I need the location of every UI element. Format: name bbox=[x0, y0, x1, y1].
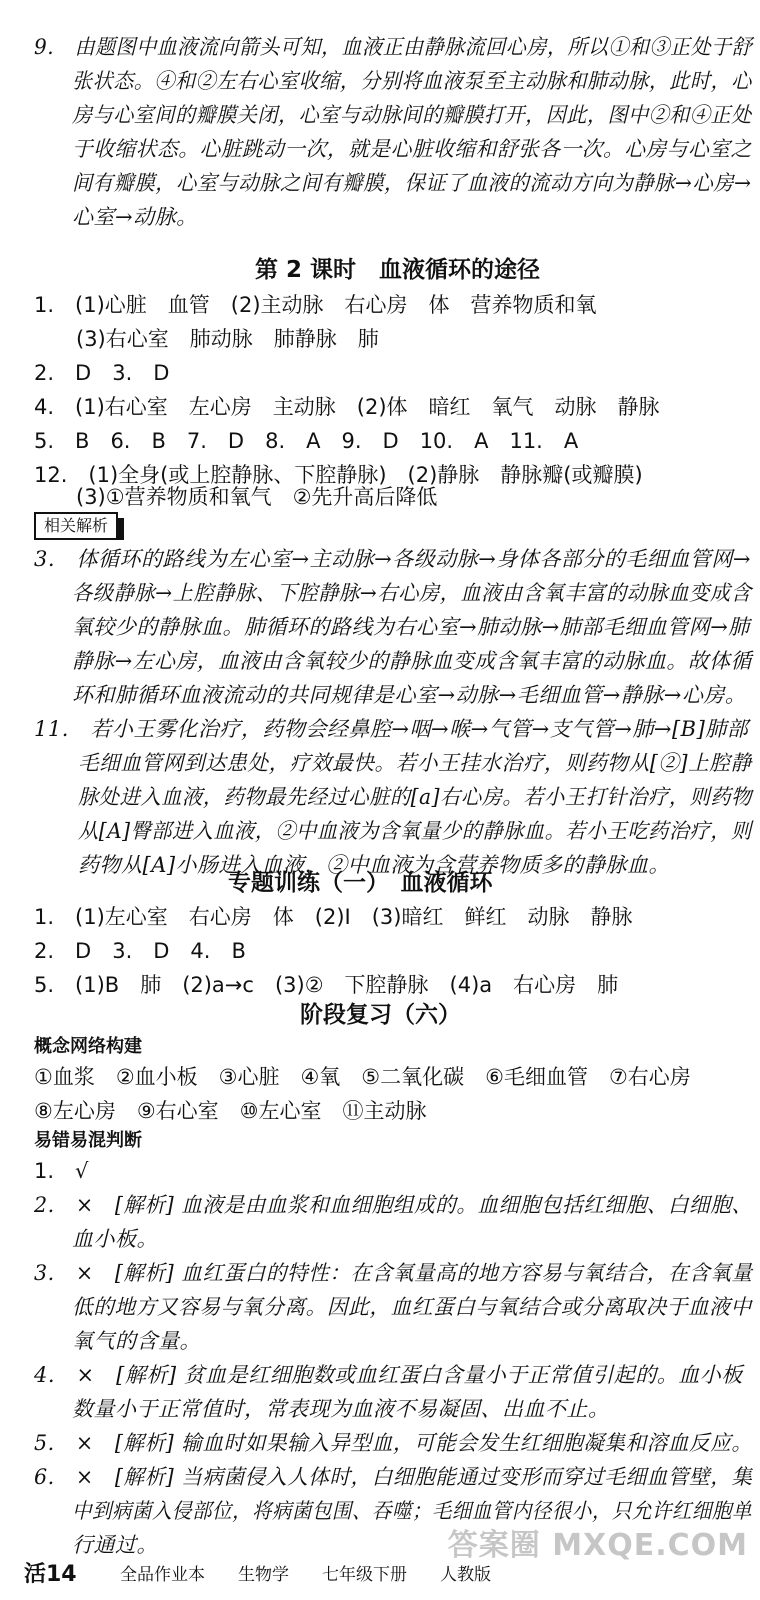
special-answer-2: 2. D 3. D 4. B bbox=[34, 939, 246, 963]
analysis-11-line-4: 从[A]臀部进入血液，②中血液为含氧量少的静脉血。若小王吃药治疗，则 bbox=[78, 819, 752, 843]
analysis-11-line-1: 11. 若小王雾化治疗，药物会经鼻腔→咽→喉→气管→支气管→肺→[B]肺部 bbox=[34, 717, 749, 741]
watermark: 答案圈 MXQE.COM bbox=[447, 1528, 748, 1563]
analysis-3-line-4: 静脉→左心房，血液由含氧较少的静脉血变成含氧丰富的动脉血。故体循 bbox=[72, 649, 752, 673]
judge-5: 5. × [解析] 输血时如果输入异型血，可能会发生红细胞凝集和溶血反应。 bbox=[34, 1431, 753, 1455]
q9-line-1: 9. 由题图中血液流向箭头可知，血液正由静脉流回心房，所以①和③正处于舒 bbox=[34, 35, 753, 59]
page-number: 活14 bbox=[24, 1562, 77, 1587]
analysis-11-line-3: 脉处进入血液，药物最先经过心脏的[a]右心房。若小王打针治疗，则药物 bbox=[78, 785, 752, 809]
special-training-title: 专题训练（一） 血液循环 bbox=[228, 870, 493, 896]
page-footer bbox=[0, 1560, 760, 1590]
judge-6-line-1: 6. × [解析] 当病菌侵入人体时，白细胞能通过变形而穿过毛细血管壁，集 bbox=[34, 1465, 753, 1489]
special-answer-5: 5. (1)B 肺 (2)a→c (3)② 下腔静脉 (4)a 右心房 肺 bbox=[34, 973, 619, 997]
footer-edition: 人教版 bbox=[440, 1565, 491, 1585]
lesson2-answer-5: 5. B 6. B 7. D 8. A 9. D 10. A 11. A bbox=[34, 429, 579, 453]
q9-line-4: 于收缩状态。心脏跳动一次，就是心脏收缩和舒张各一次。心房与心室之 bbox=[72, 137, 752, 161]
footer-grade: 七年级下册 bbox=[322, 1565, 407, 1585]
judge-3-line-3: 氧气的含量。 bbox=[72, 1329, 201, 1353]
lesson2-answer-12: 12. (1)全身(或上腔静脉、下腔静脉) (2)静脉 静脉瓣(或瓣膜) bbox=[34, 463, 643, 487]
q9-line-6: 心室→动脉。 bbox=[72, 205, 198, 229]
analysis-3-line-2: 各级静脉→上腔静脉、下腔静脉→右心房，血液由含氧丰富的动脉血变成含 bbox=[72, 581, 752, 605]
analysis-3-line-1: 3. 体循环的路线为左心室→主动脉→各级动脉→身体各部分的毛细血管网→ bbox=[34, 547, 751, 571]
q9-line-3: 房与心室间的瓣膜关闭，心室与动脉间的瓣膜打开，因此，图中②和④正处 bbox=[72, 103, 752, 127]
concept-line-1: ①血浆 ②血小板 ③心脏 ④氧 ⑤二氧化碳 ⑥毛细血管 ⑦右心房 bbox=[34, 1065, 691, 1089]
lesson2-title: 第 2 课时 血液循环的途径 bbox=[255, 257, 541, 283]
judge-6-line-2: 中到病菌入侵部位，将病菌包围、吞噬；毛细血管内径很小，只允许红细胞单 bbox=[72, 1499, 752, 1523]
lesson2-answer-12b: (3)①营养物质和氧气 ②先升高后降低 bbox=[34, 485, 438, 509]
judge-6-line-3: 行通过。 bbox=[72, 1533, 158, 1557]
footer-series: 全品作业本 bbox=[120, 1565, 205, 1585]
analysis-3-line-3: 氧较少的静脉血。肺循环的路线为右心室→肺动脉→肺部毛细血管网→肺 bbox=[72, 615, 750, 639]
judge-heading: 易错易混判断 bbox=[34, 1130, 142, 1151]
analysis-tag: 相关解析 bbox=[34, 512, 118, 540]
judge-3-line-2: 低的地方又容易与氧分离。因此，血红蛋白与氧结合或分离取决于血液中 bbox=[72, 1295, 752, 1319]
concept-line-2: ⑧左心房 ⑨右心室 ⑩左心室 ⑪主动脉 bbox=[34, 1099, 427, 1123]
lesson2-answer-2: 2. D 3. D bbox=[34, 361, 170, 385]
concept-heading: 概念网络构建 bbox=[34, 1036, 142, 1057]
judge-1: 1. √ bbox=[34, 1159, 89, 1183]
q9-line-5: 间有瓣膜，心室与动脉之间有瓣膜，保证了血液的流动方向为静脉→心房→ bbox=[72, 171, 752, 195]
lesson2-answer-1: 1. (1)心脏 血管 (2)主动脉 右心房 体 营养物质和氧 bbox=[34, 293, 597, 317]
lesson2-answer-4: 4. (1)右心室 左心房 主动脉 (2)体 暗红 氧气 动脉 静脉 bbox=[34, 395, 660, 419]
special-answer-1: 1. (1)左心室 右心房 体 (2)Ⅰ (3)暗红 鲜红 动脉 静脉 bbox=[34, 905, 633, 929]
lesson2-answer-1b: (3)右心室 肺动脉 肺静脉 肺 bbox=[34, 327, 379, 351]
judge-4-line-2: 数量小于正常值时，常表现为血液不易凝固、出血不止。 bbox=[72, 1397, 610, 1421]
review6-title: 阶段复习（六） bbox=[300, 1002, 461, 1028]
judge-3-line-1: 3. × [解析] 血红蛋白的特性：在含氧量高的地方容易与氧结合，在含氧量 bbox=[34, 1261, 753, 1285]
analysis-11-line-2: 毛细血管网到达患处，疗效最快。若小王挂水治疗，则药物从[②]上腔静 bbox=[78, 751, 752, 775]
footer-subject: 生物学 bbox=[238, 1565, 289, 1585]
judge-4-line-1: 4. × [解析] 贫血是红细胞数或血红蛋白含量小于正常值引起的。血小板 bbox=[34, 1363, 743, 1387]
judge-2-line-1: 2. × [解析] 血液是由血浆和血细胞组成的。血细胞包括红细胞、白细胞、 bbox=[34, 1193, 753, 1217]
analysis-3-line-5: 环和肺循环血液流动的共同规律是心室→动脉→毛细血管→静脉→心房。 bbox=[72, 683, 747, 707]
judge-2-line-2: 血小板。 bbox=[72, 1227, 158, 1251]
analysis-11-line-5: 药物从[A]小肠进入血液，②中血液为含营养物质多的静脉血。 bbox=[78, 853, 671, 877]
q9-line-2: 张状态。④和②左右心室收缩，分别将血液泵至主动脉和肺动脉，此时，心 bbox=[72, 69, 752, 93]
